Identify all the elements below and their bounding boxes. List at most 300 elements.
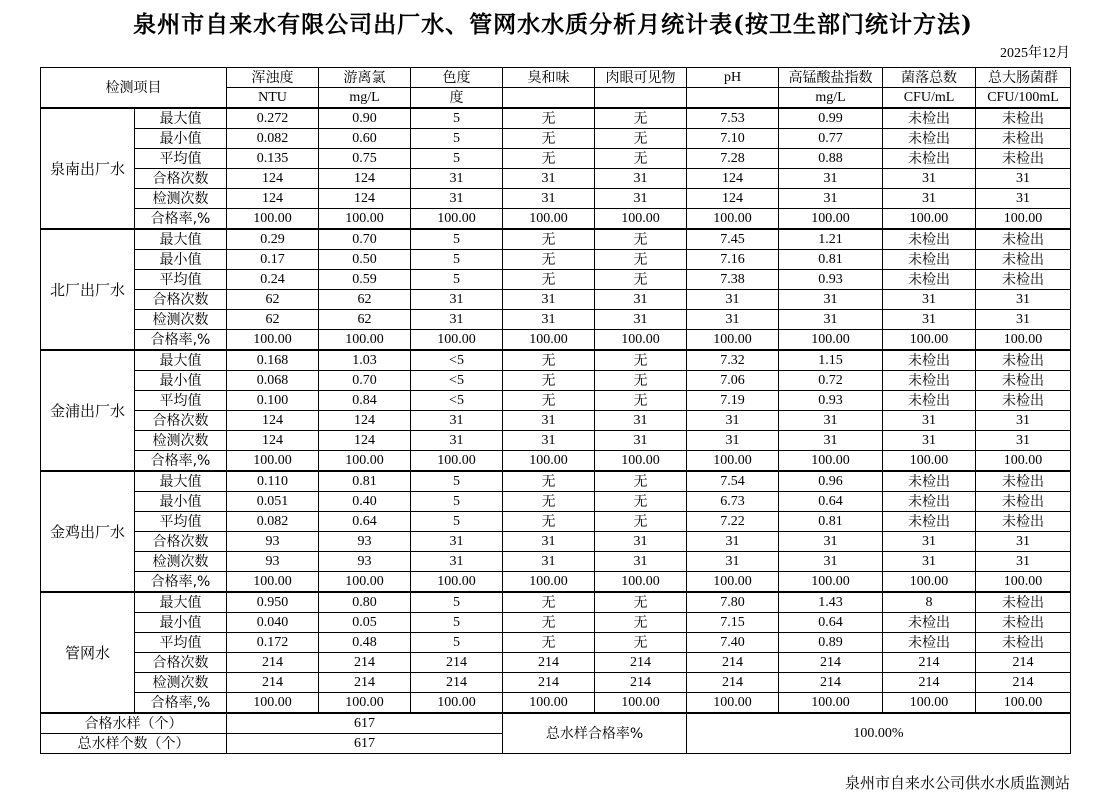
table-cell: 93 xyxy=(319,532,411,552)
table-cell: 100.00 xyxy=(883,693,976,714)
table-cell: 100.00 xyxy=(319,209,411,230)
table-cell: 31 xyxy=(411,532,503,552)
table-cell: 31 xyxy=(595,431,687,451)
table-cell: 31 xyxy=(883,169,976,189)
table-cell: 0.135 xyxy=(227,149,319,169)
table-cell: 31 xyxy=(503,310,595,330)
table-cell: 5 xyxy=(411,512,503,532)
table-cell: 0.64 xyxy=(779,492,883,512)
table-cell: 124 xyxy=(687,169,779,189)
table-cell: 无 xyxy=(503,270,595,290)
table-row xyxy=(41,229,1071,250)
table-cell: 214 xyxy=(595,653,687,673)
table-cell: 7.15 xyxy=(687,613,779,633)
table-cell: 214 xyxy=(883,673,976,693)
table-row xyxy=(41,371,1071,391)
col-unit xyxy=(503,88,595,109)
table-cell: 未检出 xyxy=(883,270,976,290)
row-label: 合格次数 xyxy=(135,290,227,310)
table-cell: 100.00 xyxy=(779,330,883,351)
report-date: 2025年12月 xyxy=(1000,46,1070,61)
table-cell: 31 xyxy=(503,169,595,189)
table-cell: 5 xyxy=(411,250,503,270)
table-cell: 7.19 xyxy=(687,391,779,411)
col-unit: NTU xyxy=(227,88,319,109)
table-row xyxy=(41,189,1071,209)
table-cell: 100.00 xyxy=(319,572,411,593)
table-cell: 62 xyxy=(227,290,319,310)
table-cell: 5 xyxy=(411,129,503,149)
table-cell: 62 xyxy=(227,310,319,330)
table-cell: 无 xyxy=(503,108,595,129)
table-cell: 无 xyxy=(595,613,687,633)
table-cell: 无 xyxy=(503,592,595,613)
table-cell: <5 xyxy=(411,391,503,411)
table-cell: 100.00 xyxy=(411,693,503,714)
table-cell: 31 xyxy=(503,189,595,209)
table-cell: 5 xyxy=(411,149,503,169)
table-cell: 未检出 xyxy=(883,108,976,129)
table-cell: 1.15 xyxy=(779,350,883,371)
table-cell: 31 xyxy=(779,411,883,431)
table-cell: 5 xyxy=(411,229,503,250)
table-cell: 5 xyxy=(411,270,503,290)
table-cell: 0.70 xyxy=(319,229,411,250)
table-cell: 31 xyxy=(595,411,687,431)
row-label: 最大值 xyxy=(135,471,227,492)
table-cell: 未检出 xyxy=(883,350,976,371)
table-cell: 未检出 xyxy=(883,229,976,250)
table-cell: 31 xyxy=(687,290,779,310)
table-cell: 31 xyxy=(976,552,1071,572)
table-cell: 无 xyxy=(503,471,595,492)
table-cell: 6.73 xyxy=(687,492,779,512)
table-cell: 100.00 xyxy=(319,451,411,472)
table-cell: 31 xyxy=(687,310,779,330)
table-row xyxy=(41,108,1071,129)
table-cell: 无 xyxy=(503,391,595,411)
table-cell: 0.77 xyxy=(779,129,883,149)
table-cell: 无 xyxy=(503,633,595,653)
table-cell: 100.00 xyxy=(976,330,1071,351)
table-cell: 124 xyxy=(319,411,411,431)
table-cell: 无 xyxy=(595,108,687,129)
table-cell: 31 xyxy=(503,411,595,431)
col-unit: CFU/100mL xyxy=(976,88,1071,109)
table-cell: 214 xyxy=(687,653,779,673)
row-label: 合格次数 xyxy=(135,169,227,189)
table-cell: 100.00 xyxy=(976,572,1071,593)
footer-station: 泉州市自来水公司供水水质监测站 xyxy=(844,774,1070,792)
table-cell: 无 xyxy=(595,270,687,290)
table-cell: 未检出 xyxy=(883,371,976,391)
table-cell: 124 xyxy=(319,169,411,189)
table-cell: 未检出 xyxy=(883,613,976,633)
table-cell: 100.00 xyxy=(595,693,687,714)
table-cell: 0.172 xyxy=(227,633,319,653)
table-cell: 214 xyxy=(595,673,687,693)
row-label: 合格次数 xyxy=(135,532,227,552)
water-quality-table xyxy=(40,67,1071,754)
table-cell: 100.00 xyxy=(595,451,687,472)
table-row xyxy=(41,552,1071,572)
header-row-names xyxy=(41,68,1071,88)
table-cell: 124 xyxy=(319,431,411,451)
table-cell: 0.81 xyxy=(779,512,883,532)
table-cell: 无 xyxy=(595,350,687,371)
table-cell: 100.00 xyxy=(503,209,595,230)
table-row xyxy=(41,250,1071,270)
table-cell: 100.00 xyxy=(883,451,976,472)
table-cell: 31 xyxy=(976,169,1071,189)
table-cell: 0.88 xyxy=(779,149,883,169)
table-cell: 未检出 xyxy=(976,512,1071,532)
table-cell: 无 xyxy=(503,149,595,169)
col-header: 高锰酸盐指数 xyxy=(779,68,883,88)
table-cell: 124 xyxy=(687,189,779,209)
table-cell: 未检出 xyxy=(976,592,1071,613)
table-row xyxy=(41,391,1071,411)
table-cell: 0.29 xyxy=(227,229,319,250)
table-cell: 31 xyxy=(779,532,883,552)
table-cell: 未检出 xyxy=(976,108,1071,129)
item-header: 检测项目 xyxy=(41,68,227,109)
table-cell: 5 xyxy=(411,592,503,613)
table-cell: 100.00 xyxy=(319,693,411,714)
table-cell: 无 xyxy=(503,229,595,250)
table-cell: 0.59 xyxy=(319,270,411,290)
table-row xyxy=(41,633,1071,653)
table-cell: 100.00 xyxy=(503,330,595,351)
table-cell: 100.00 xyxy=(227,693,319,714)
table-cell: 31 xyxy=(779,290,883,310)
col-unit: mg/L xyxy=(319,88,411,109)
row-label: 合格率,% xyxy=(135,209,227,230)
row-label: 合格率,% xyxy=(135,451,227,472)
table-cell: 31 xyxy=(976,431,1071,451)
table-cell: 0.75 xyxy=(319,149,411,169)
row-label: 最小值 xyxy=(135,492,227,512)
table-cell: 1.21 xyxy=(779,229,883,250)
table-cell: 7.38 xyxy=(687,270,779,290)
table-cell: 0.17 xyxy=(227,250,319,270)
table-cell: 214 xyxy=(411,673,503,693)
table-cell: 31 xyxy=(883,189,976,209)
table-cell: 31 xyxy=(411,552,503,572)
table-cell: 0.950 xyxy=(227,592,319,613)
table-cell: 31 xyxy=(595,552,687,572)
table-cell: 31 xyxy=(976,310,1071,330)
row-label: 最小值 xyxy=(135,613,227,633)
group-label: 金浦出厂水 xyxy=(41,350,135,471)
col-header: 浑浊度 xyxy=(227,68,319,88)
table-cell: 100.00 xyxy=(595,572,687,593)
table-cell: 214 xyxy=(227,673,319,693)
table-cell: 214 xyxy=(976,673,1071,693)
row-label: 平均值 xyxy=(135,391,227,411)
table-cell: 100.00 xyxy=(319,330,411,351)
table-row xyxy=(41,270,1071,290)
table-cell: 无 xyxy=(595,229,687,250)
table-row xyxy=(41,592,1071,613)
table-cell: 无 xyxy=(503,129,595,149)
table-cell: 31 xyxy=(883,290,976,310)
table-cell: 100.00 xyxy=(503,451,595,472)
table-cell: 100.00 xyxy=(687,572,779,593)
table-cell: 无 xyxy=(595,492,687,512)
table-cell: 100.00 xyxy=(411,330,503,351)
table-cell: 100.00 xyxy=(883,209,976,230)
row-label: 最大值 xyxy=(135,108,227,129)
table-cell: 214 xyxy=(227,653,319,673)
table-cell: 214 xyxy=(411,653,503,673)
table-cell: 0.64 xyxy=(779,613,883,633)
table-cell: 100.00 xyxy=(503,572,595,593)
table-cell: 未检出 xyxy=(976,492,1071,512)
table-cell: 100.00 xyxy=(976,209,1071,230)
table-cell: 100.00 xyxy=(779,572,883,593)
table-cell: 31 xyxy=(595,290,687,310)
row-label: 最大值 xyxy=(135,350,227,371)
table-cell: 31 xyxy=(883,552,976,572)
table-cell: 31 xyxy=(976,411,1071,431)
table-cell: 0.93 xyxy=(779,270,883,290)
table-cell: 0.24 xyxy=(227,270,319,290)
table-cell: 未检出 xyxy=(883,471,976,492)
table-cell: 未检出 xyxy=(883,492,976,512)
table-cell: 未检出 xyxy=(976,350,1071,371)
row-label: 检测次数 xyxy=(135,673,227,693)
table-cell: 214 xyxy=(503,653,595,673)
table-cell: 0.168 xyxy=(227,350,319,371)
table-cell: 62 xyxy=(319,310,411,330)
table-cell: 214 xyxy=(883,653,976,673)
group-label: 金鸡出厂水 xyxy=(41,471,135,592)
table-cell: 无 xyxy=(595,592,687,613)
row-label: 检测次数 xyxy=(135,552,227,572)
table-cell: 未检出 xyxy=(976,471,1071,492)
table-row xyxy=(41,532,1071,552)
table-cell: 0.40 xyxy=(319,492,411,512)
table-cell: 0.89 xyxy=(779,633,883,653)
table-cell: 100.00 xyxy=(687,693,779,714)
table-cell: 100.00 xyxy=(687,330,779,351)
table-cell: 无 xyxy=(503,250,595,270)
table-cell: 无 xyxy=(595,149,687,169)
col-header: 色度 xyxy=(411,68,503,88)
table-cell: 7.32 xyxy=(687,350,779,371)
table-cell: 7.80 xyxy=(687,592,779,613)
col-header: 游离氯 xyxy=(319,68,411,88)
table-cell: 0.272 xyxy=(227,108,319,129)
table-cell: 0.082 xyxy=(227,512,319,532)
row-label: 检测次数 xyxy=(135,189,227,209)
table-cell: 100.00 xyxy=(227,209,319,230)
table-cell: 100.00 xyxy=(227,330,319,351)
table-cell: 31 xyxy=(779,189,883,209)
table-cell: 0.051 xyxy=(227,492,319,512)
table-row xyxy=(41,129,1071,149)
table-row xyxy=(41,209,1071,230)
table-row xyxy=(41,169,1071,189)
table-row xyxy=(41,290,1071,310)
table-cell: 未检出 xyxy=(976,633,1071,653)
table-cell: 0.100 xyxy=(227,391,319,411)
table-cell: 未检出 xyxy=(976,371,1071,391)
row-label: 平均值 xyxy=(135,512,227,532)
table-cell: 31 xyxy=(687,552,779,572)
table-cell: 100.00 xyxy=(779,451,883,472)
table-cell: 31 xyxy=(503,290,595,310)
total-samples-value: 617 xyxy=(227,734,503,754)
row-label: 最小值 xyxy=(135,371,227,391)
table-cell: 31 xyxy=(411,411,503,431)
table-cell: 7.28 xyxy=(687,149,779,169)
report-title: 泉州市自来水有限公司出厂水、管网水水质分析月统计表(按卫生部门统计方法) xyxy=(133,11,973,38)
table-cell: 5 xyxy=(411,613,503,633)
table-cell: 1.43 xyxy=(779,592,883,613)
table-cell: 100.00 xyxy=(503,693,595,714)
table-row xyxy=(41,572,1071,593)
table-cell: 7.54 xyxy=(687,471,779,492)
table-row xyxy=(41,431,1071,451)
table-row xyxy=(41,411,1071,431)
table-cell: 5 xyxy=(411,108,503,129)
table-cell: 0.48 xyxy=(319,633,411,653)
table-cell: 100.00 xyxy=(976,693,1071,714)
table-cell: 未检出 xyxy=(883,250,976,270)
table-cell: 31 xyxy=(687,411,779,431)
table-cell: 100.00 xyxy=(883,330,976,351)
table-cell: 7.10 xyxy=(687,129,779,149)
group-label: 泉南出厂水 xyxy=(41,108,135,229)
table-row xyxy=(41,653,1071,673)
table-cell: 31 xyxy=(411,169,503,189)
table-cell: 未检出 xyxy=(976,270,1071,290)
table-cell: 31 xyxy=(976,290,1071,310)
table-cell: 100.00 xyxy=(976,451,1071,472)
table-cell: 0.80 xyxy=(319,592,411,613)
table-cell: 214 xyxy=(503,673,595,693)
table-cell: 1.03 xyxy=(319,350,411,371)
row-label: 合格次数 xyxy=(135,653,227,673)
row-label: 平均值 xyxy=(135,270,227,290)
row-label: 最大值 xyxy=(135,592,227,613)
total-pass-rate-label: 总水样合格率% xyxy=(503,713,687,754)
table-cell: 无 xyxy=(503,350,595,371)
table-cell: 无 xyxy=(503,371,595,391)
table-cell: 0.50 xyxy=(319,250,411,270)
table-cell: 未检出 xyxy=(976,613,1071,633)
table-cell: 124 xyxy=(227,189,319,209)
col-header: 菌落总数 xyxy=(883,68,976,88)
table-cell: 5 xyxy=(411,633,503,653)
table-row xyxy=(41,451,1071,472)
row-label: 最大值 xyxy=(135,229,227,250)
table-cell: 31 xyxy=(976,532,1071,552)
table-cell: 7.53 xyxy=(687,108,779,129)
col-header: 臭和味 xyxy=(503,68,595,88)
row-label: 合格率,% xyxy=(135,330,227,351)
col-header: pH xyxy=(687,68,779,88)
table-cell: 31 xyxy=(411,189,503,209)
table-cell: 93 xyxy=(319,552,411,572)
table-row xyxy=(41,673,1071,693)
table-cell: 100.00 xyxy=(595,209,687,230)
table-cell: 100.00 xyxy=(227,572,319,593)
table-cell: 214 xyxy=(319,653,411,673)
table-cell: 无 xyxy=(595,371,687,391)
table-row xyxy=(41,350,1071,371)
table-cell: 0.068 xyxy=(227,371,319,391)
table-cell: 无 xyxy=(595,512,687,532)
table-cell: 31 xyxy=(779,169,883,189)
col-unit: CFU/mL xyxy=(883,88,976,109)
table-cell: 0.110 xyxy=(227,471,319,492)
qualified-samples-value: 617 xyxy=(227,713,503,734)
table-cell: 124 xyxy=(227,431,319,451)
table-cell: 未检出 xyxy=(976,149,1071,169)
table-cell: 未检出 xyxy=(976,250,1071,270)
col-unit: 度 xyxy=(411,88,503,109)
table-cell: 未检出 xyxy=(883,512,976,532)
table-cell: 214 xyxy=(976,653,1071,673)
table-cell: 214 xyxy=(779,653,883,673)
table-cell: 31 xyxy=(883,310,976,330)
table-cell: 31 xyxy=(883,532,976,552)
table-cell: 31 xyxy=(595,532,687,552)
row-label: 平均值 xyxy=(135,149,227,169)
col-header: 总大肠菌群 xyxy=(976,68,1071,88)
table-cell: 未检出 xyxy=(976,129,1071,149)
table-cell: 未检出 xyxy=(883,391,976,411)
table-cell: 31 xyxy=(503,532,595,552)
col-unit xyxy=(595,88,687,109)
table-cell: 214 xyxy=(319,673,411,693)
table-cell: 0.60 xyxy=(319,129,411,149)
table-cell: 100.00 xyxy=(779,693,883,714)
table-cell: 31 xyxy=(411,431,503,451)
row-label: 最小值 xyxy=(135,250,227,270)
table-cell: 31 xyxy=(779,310,883,330)
table-cell: 124 xyxy=(227,411,319,431)
table-cell: 31 xyxy=(595,189,687,209)
table-cell: 0.72 xyxy=(779,371,883,391)
table-row xyxy=(41,512,1071,532)
table-cell: 未检出 xyxy=(883,633,976,653)
table-cell: 无 xyxy=(503,512,595,532)
col-unit: mg/L xyxy=(779,88,883,109)
col-unit xyxy=(687,88,779,109)
table-cell: 0.84 xyxy=(319,391,411,411)
table-cell: 100.00 xyxy=(687,209,779,230)
table-cell: <5 xyxy=(411,371,503,391)
table-cell: 31 xyxy=(411,310,503,330)
row-label: 检测次数 xyxy=(135,310,227,330)
table-row xyxy=(41,492,1071,512)
table-cell: 未检出 xyxy=(976,229,1071,250)
table-cell: 无 xyxy=(595,633,687,653)
table-cell: 93 xyxy=(227,532,319,552)
table-cell: 100.00 xyxy=(687,451,779,472)
table-cell: 0.96 xyxy=(779,471,883,492)
table-cell: 100.00 xyxy=(227,451,319,472)
table-cell: 31 xyxy=(503,552,595,572)
row-label: 检测次数 xyxy=(135,431,227,451)
table-cell: 31 xyxy=(503,431,595,451)
table-cell: 31 xyxy=(595,169,687,189)
table-cell: 100.00 xyxy=(411,209,503,230)
